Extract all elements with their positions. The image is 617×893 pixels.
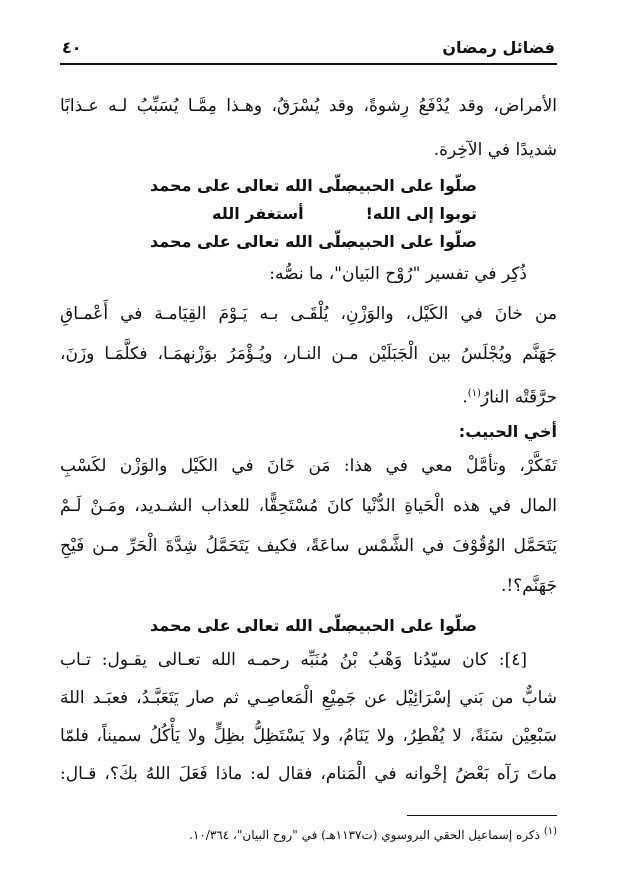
salawat-call: صلّوا على الحبيب! — [334, 176, 477, 195]
text-line: ذُكِر في تفسير "رُوْح البَيان"، ما نصُّه: — [269, 264, 527, 284]
text-line: تَفَكَّرْ، وتأمَّلْ معي في هذا: مَن خَانَ في الكَيْل والوَزْن لكَسْبِ — [60, 456, 557, 476]
text-line: المال في هذه الْحَياةِ الدُّنْيا كانَ مُسْتَحِقًّا، للعذاب الشـديد، ومَـنْ لَـمْ — [60, 496, 557, 516]
footnote-marker: (١) — [543, 826, 557, 837]
tawbah-response: أستغفر الله — [212, 204, 304, 223]
header-rule — [60, 63, 557, 65]
text-line: ماتَ رَآه بَعْضُ إخْوانه في الْمَنام، فقال له: ماذا فَعَلَ اللهُ بكَ؟، قـال: — [60, 764, 557, 784]
footnote-text: ذكره إسماعيل الحقي البروسوي (ت١١٣٧هـ) في "روح البيان"، ١٠/٣٦٤. — [189, 828, 540, 842]
footnote-ref[interactable]: (١) — [467, 388, 481, 399]
book-title: فضائل رمضان — [442, 38, 555, 57]
running-header — [62, 38, 555, 62]
text-line: سَبْعِيْن سَنَةً، لا يُفْطِرُ، ولا يَنَامُ، ولا يَسْتَظِلُّ بظِلٍّ ولا يَأْكُلُ سميناً، فلمّا — [60, 726, 557, 746]
text-line-end: حرَّقَتْه النارُ — [480, 387, 557, 408]
salawat-response: صلّى الله تعالى على محمد — [150, 616, 357, 635]
text-line: جَهَنَّم؟!. — [500, 576, 557, 596]
text-line: الأمراض، وقد يُدْفَعُ رِشوةً، وقد يُسْرَقُ، وهـذا مِمَّـا يُسَبِّبُ لـه عـذابًا — [60, 96, 557, 116]
page-number: ٤٠ — [62, 38, 82, 57]
footnote-separator — [407, 815, 557, 816]
text-line: [٤]: كان سيّدُنا وَهْبُ بْنُ مُنَبِّه رحمـه الله تعـالى يقـول: تـاب — [60, 650, 527, 670]
text-line: جَهَنَّم ويُجْلَسُ بين الْجَبَلَيْن مـن النـار، ويُـؤْمَرُ بوَزْنهمَـا، فكلَّمَـا وزَنَ، — [60, 344, 557, 364]
salawat-response: صلّى الله تعالى على محمد — [150, 176, 357, 195]
subheading: أخي الحبيب: — [458, 422, 557, 441]
footnote — [189, 826, 557, 842]
text-line: حرَّقَتْه النارُ$^{(١)}$. — [462, 387, 557, 408]
text-line: شابٌّ من بَني إسْرَائِيْل عن جَمِيْعِ الْمَعاصِـي ثم صار يَتَعَبَّـدُ، فعبَـد اللهَ — [60, 688, 557, 708]
salawat-call: صلّوا على الحبيب! — [334, 232, 477, 251]
salawat-call: صلّوا على الحبيب! — [334, 616, 477, 635]
text-line: شديدًا في الآخِرة. — [433, 140, 557, 160]
text-line: يَتَحَمَّل الوُقُوْفَ في الشَّمْس ساعَةً، فكيف يَتَحَمَّلُ شِدَّةَ الْحَرِّ مـن فَيْحِ — [60, 536, 557, 556]
text-line: من خانَ في الكَيْل، والوَزْنِ، يُلْقَـى بـه يَـوْمَ القِيَامـة في أَعْمـاقِ — [60, 304, 557, 324]
salawat-response: صلّى الله تعالى على محمد — [150, 232, 357, 251]
tawbah-call: توبوا إلى الله! — [365, 204, 477, 223]
